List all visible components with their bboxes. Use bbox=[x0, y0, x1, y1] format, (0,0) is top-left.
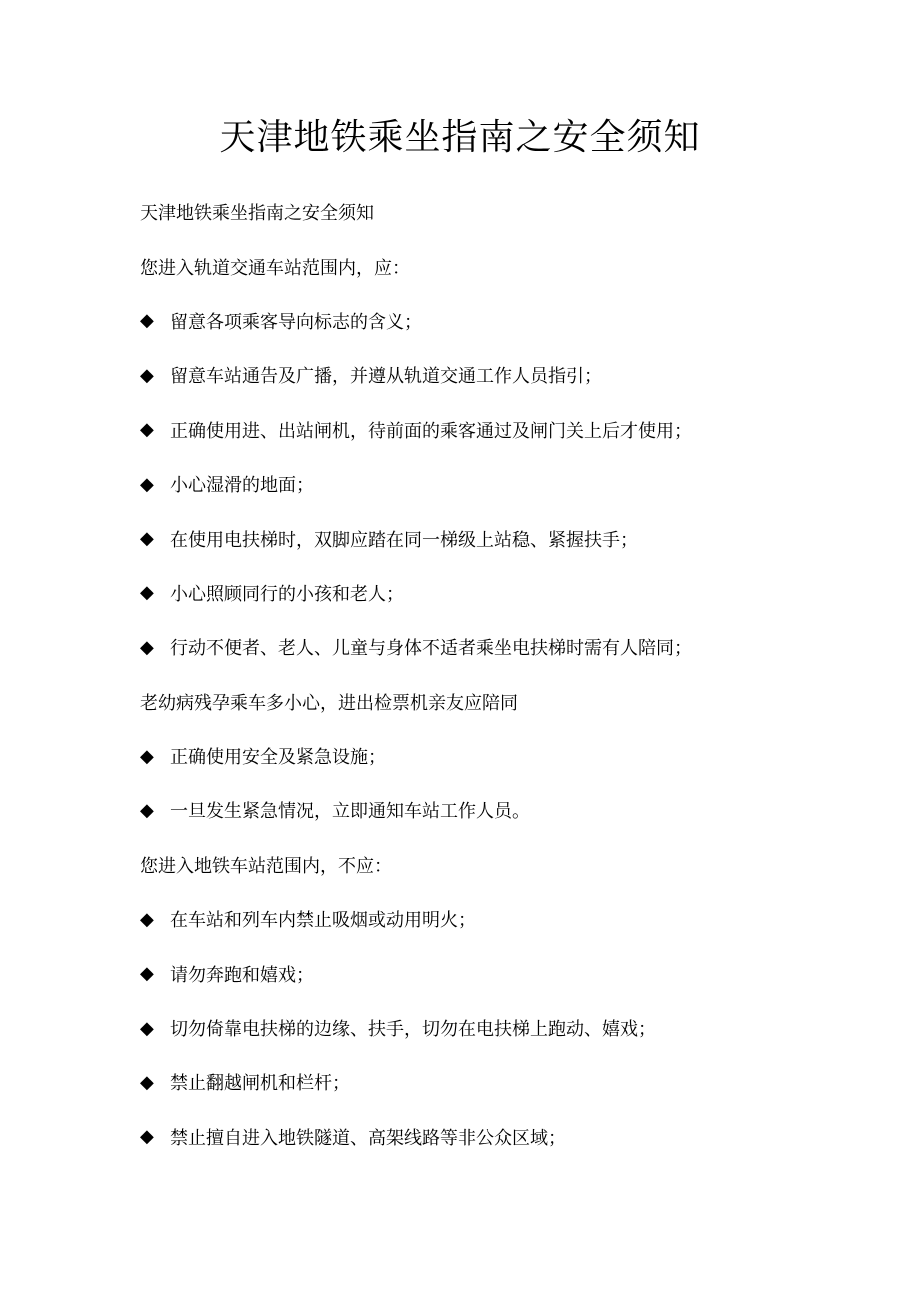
list-item bbox=[140, 348, 880, 402]
line-text: 一旦发生紧急情况，立即通知车站工作人员。 bbox=[170, 801, 530, 823]
list-item bbox=[140, 403, 880, 457]
diamond-bullet-icon: ◆ bbox=[140, 963, 154, 985]
list-item bbox=[140, 620, 880, 674]
diamond-bullet-icon: ◆ bbox=[140, 419, 154, 441]
diamond-bullet-icon: ◆ bbox=[140, 1071, 154, 1093]
diamond-bullet-icon: ◆ bbox=[140, 582, 154, 604]
list-item bbox=[140, 511, 880, 565]
list-item bbox=[140, 294, 880, 348]
list-item bbox=[140, 457, 880, 511]
diamond-bullet-icon: ◆ bbox=[140, 745, 154, 767]
list-item bbox=[140, 946, 880, 1000]
line-text: 正确使用安全及紧急设施； bbox=[170, 747, 386, 769]
line-text: 小心照顾同行的小孩和老人； bbox=[170, 583, 404, 605]
line-text: 正确使用进、出站闸机，待前面的乘客通过及闸门关上后才使用； bbox=[170, 420, 692, 442]
paragraph-line bbox=[140, 838, 880, 892]
line-text: 小心湿滑的地面； bbox=[170, 475, 314, 497]
document-title: 天津地铁乘坐指南之安全须知 bbox=[219, 117, 701, 158]
diamond-bullet-icon: ◆ bbox=[140, 1017, 154, 1039]
line-text: 您进入轨道交通车站范围内，应： bbox=[140, 257, 410, 279]
line-text: 在使用电扶梯时，双脚应踏在同一梯级上站稳、紧握扶手； bbox=[170, 529, 638, 551]
diamond-bullet-icon: ◆ bbox=[140, 364, 154, 386]
line-text: 老幼病残孕乘车多小心，进出检票机亲友应陪同 bbox=[140, 692, 518, 714]
diamond-bullet-icon: ◆ bbox=[140, 799, 154, 821]
diamond-bullet-icon: ◆ bbox=[140, 636, 154, 658]
line-text: 您进入地铁车站范围内，不应： bbox=[140, 855, 392, 877]
line-text: 天津地铁乘坐指南之安全须知 bbox=[140, 203, 374, 225]
diamond-bullet-icon: ◆ bbox=[140, 908, 154, 930]
list-item bbox=[140, 1110, 880, 1164]
list-item bbox=[140, 1001, 880, 1055]
line-text: 在车站和列车内禁止吸烟或动用明火； bbox=[170, 910, 476, 932]
line-text: 请勿奔跑和嬉戏； bbox=[170, 964, 314, 986]
paragraph-line bbox=[140, 675, 880, 729]
document-body bbox=[140, 185, 880, 1164]
line-text: 留意各项乘客导向标志的含义； bbox=[170, 311, 422, 333]
paragraph-line bbox=[140, 185, 880, 239]
list-item bbox=[140, 729, 880, 783]
paragraph-line bbox=[140, 239, 880, 293]
diamond-bullet-icon: ◆ bbox=[140, 528, 154, 550]
list-item bbox=[140, 892, 880, 946]
diamond-bullet-icon: ◆ bbox=[140, 473, 154, 495]
list-item bbox=[140, 783, 880, 837]
line-text: 留意车站通告及广播，并遵从轨道交通工作人员指引； bbox=[170, 366, 602, 388]
list-item bbox=[140, 1055, 880, 1109]
list-item bbox=[140, 566, 880, 620]
line-text: 禁止擅自进入地铁隧道、高架线路等非公众区域； bbox=[170, 1127, 566, 1149]
line-text: 禁止翻越闸机和栏杆； bbox=[170, 1073, 350, 1095]
line-text: 切勿倚靠电扶梯的边缘、扶手，切勿在电扶梯上跑动、嬉戏； bbox=[170, 1019, 656, 1041]
diamond-bullet-icon: ◆ bbox=[140, 310, 154, 332]
diamond-bullet-icon: ◆ bbox=[140, 1126, 154, 1148]
line-text: 行动不便者、老人、儿童与身体不适者乘坐电扶梯时需有人陪同； bbox=[170, 638, 692, 660]
